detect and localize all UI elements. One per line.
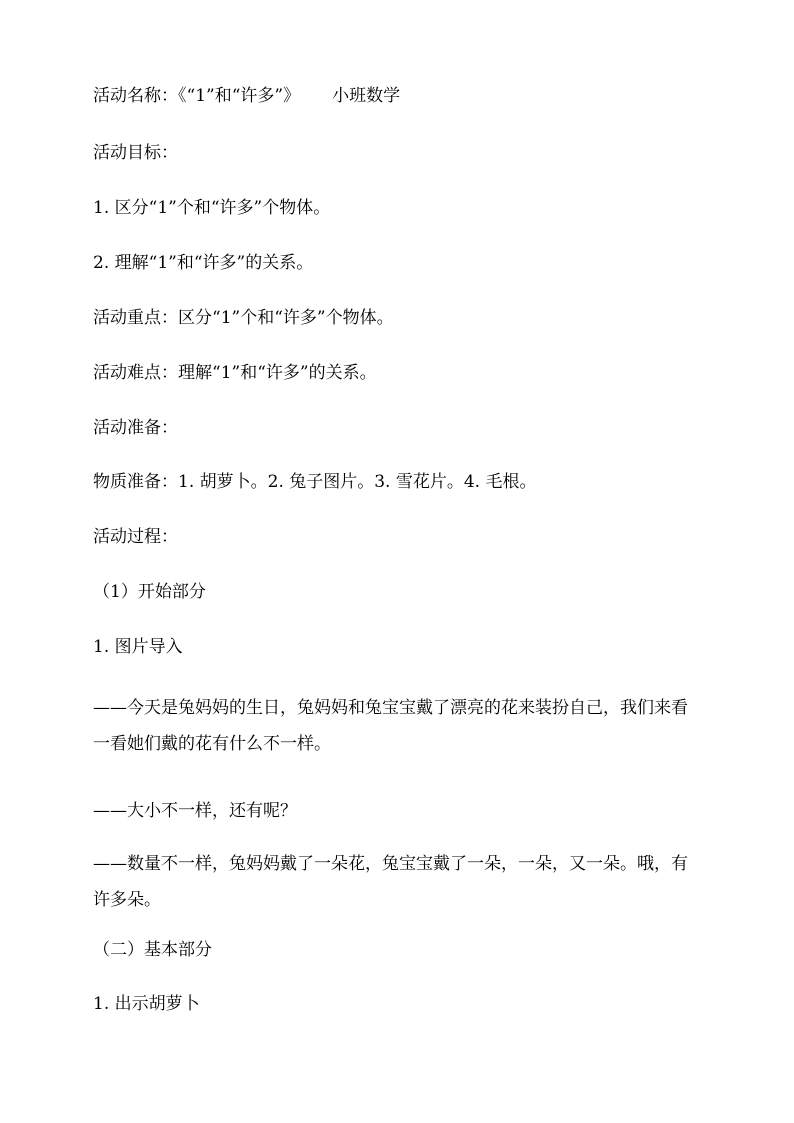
material-preparation: 物质准备：1. 胡萝卜。2. 兔子图片。3. 雪花片。4. 毛根。 (93, 472, 537, 492)
activity-name: 活动名称：《“1”和“许多”》 (93, 86, 301, 106)
dialogue-paragraph-1: ——今天是兔妈妈的生日，兔妈妈和兔宝宝戴了漂亮的花来装扮自己，我们来看一看她们戴的花有什么不一样。 (93, 698, 688, 754)
section-start: （1）开始部分 (93, 582, 206, 602)
dialogue-paragraph-2: ——大小不一样，还有呢？ (93, 801, 297, 821)
goal-item-2: 2. 理解“1”和“许多”的关系。 (93, 253, 314, 273)
dialogue-paragraph-3: ——数量不一样，兔妈妈戴了一朵花，兔宝宝戴了一朵，一朵，又一朵。哦，有许多朵。 (93, 854, 688, 910)
process-heading: 活动过程： (93, 527, 178, 547)
key-point: 活动重点：区分“1”个和“许多”个物体。 (93, 308, 394, 328)
goal-item-1: 1. 区分“1”个和“许多”个物体。 (93, 198, 331, 218)
section-basic: （二）基本部分 (93, 940, 212, 960)
goals-heading: 活动目标： (93, 143, 178, 163)
difficulty-point: 活动难点：理解“1”和“许多”的关系。 (93, 363, 377, 383)
step-image-intro: 1. 图片导入 (93, 637, 183, 657)
preparation-heading: 活动准备： (93, 418, 178, 438)
step-show-carrot: 1. 出示胡萝卜 (93, 994, 200, 1014)
activity-subject: 小班数学 (332, 86, 401, 106)
activity-title-line (93, 85, 713, 107)
